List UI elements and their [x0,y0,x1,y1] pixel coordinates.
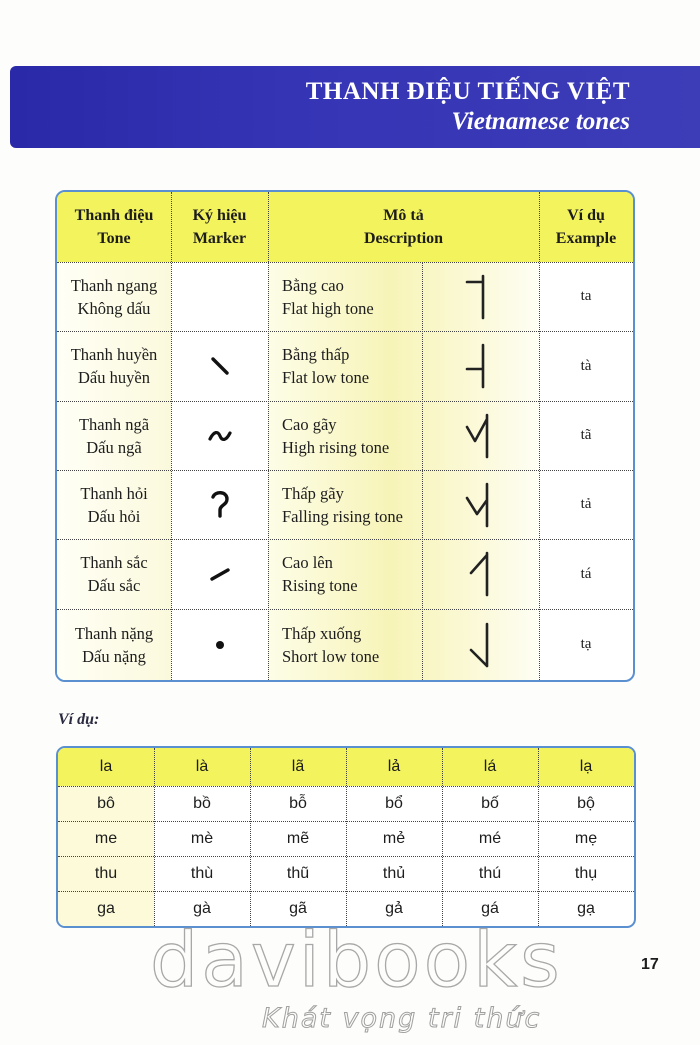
example-syllable: thù [190,864,214,882]
tone-example: tà [580,357,592,374]
tone-name: Thanh hỏi Dấu hỏi [80,483,148,526]
page-number: 17 [641,956,659,973]
watermark-brand: davibooks [150,915,563,1004]
tone-name: Thanh ngang Không dấu [70,275,158,318]
example-base-syllable: ga [97,899,115,917]
example-syllable: bộ [577,794,595,812]
page-subtitle: Vietnamese tones [451,108,630,135]
header-marker: Ký hiệu Marker [192,207,247,247]
header-tone: Thanh điệu Tone [74,207,154,247]
broken-high-pitch-icon [422,401,539,470]
tone-example: tả [580,496,592,512]
tone-description: Cao lên Rising tone [282,553,358,595]
example-syllable: là [195,758,209,775]
example-syllable: gá [481,899,499,917]
tone-description: Thấp xuống Short low tone [282,623,380,666]
title-banner [10,66,700,148]
watermark-tagline: Khát vọng tri thức [262,1003,542,1034]
header-example: Ví dụ Example [555,207,617,247]
example-syllable: mẹ [574,829,598,847]
examples-table [56,746,636,928]
example-syllable: thủ [382,864,406,882]
example-syllable: gà [193,899,211,917]
tone-name: Thanh ngã Dấu ngã [78,414,150,457]
flat-low-pitch-icon [422,331,539,401]
tone-description: Thấp gãy Falling rising tone [282,483,403,526]
tone-table [55,190,635,682]
tone-description: Cao gãy High rising tone [282,414,390,457]
example-syllable: gạ [577,899,595,917]
example-syllable: mé [478,829,502,847]
tone-example: tã [580,427,592,443]
hook-above-icon [171,470,268,539]
flat-high-pitch-icon [422,262,539,331]
example-syllable: gã [289,899,307,917]
tone-example: ta [580,288,592,304]
example-syllable: bỗ [289,794,307,812]
rising-pitch-icon [422,539,539,609]
dot-below-icon [171,609,268,680]
example-base-syllable: me [94,829,118,847]
example-base-syllable: bô [97,794,115,812]
example-syllable: lả [387,758,401,775]
tone-description: Bằng cao Flat high tone [282,275,374,318]
example-syllable: lạ [579,758,593,775]
tone-name: Thanh huyền Dấu huyền [70,345,158,387]
tone-example: tá [580,565,592,582]
examples-label: Ví dụ: [58,711,100,728]
example-syllable: lá [483,758,497,775]
example-syllable: gả [385,899,403,917]
example-syllable: mẻ [382,829,406,847]
page-title: THANH ĐIỆU TIẾNG VIỆT [305,78,630,105]
example-syllable: bổ [385,794,403,812]
tone-name: Thanh nặng Dấu nặng [74,623,154,666]
example-base-syllable: la [99,758,113,775]
tone-name: Thanh sắc Dấu sắc [80,553,148,595]
example-syllable: bồ [193,794,211,812]
acute-accent-icon [171,539,268,609]
falling-pitch-icon [422,609,539,680]
grave-accent-icon [171,331,268,401]
no-mark-icon [171,262,268,331]
example-syllable: bố [481,794,499,812]
broken-low-pitch-icon [422,470,539,539]
tone-description: Bằng thấp Flat low tone [282,345,370,387]
example-syllable: mẽ [286,829,310,847]
tilde-icon [171,401,268,470]
example-syllable: thụ [574,864,598,882]
example-syllable: mè [190,829,214,847]
example-syllable: lã [291,758,305,775]
header-description: Mô tả Description [363,207,444,247]
example-syllable: thú [478,864,502,882]
example-syllable: thũ [286,864,310,882]
example-base-syllable: thu [94,864,118,882]
tone-example: tạ [580,636,592,652]
